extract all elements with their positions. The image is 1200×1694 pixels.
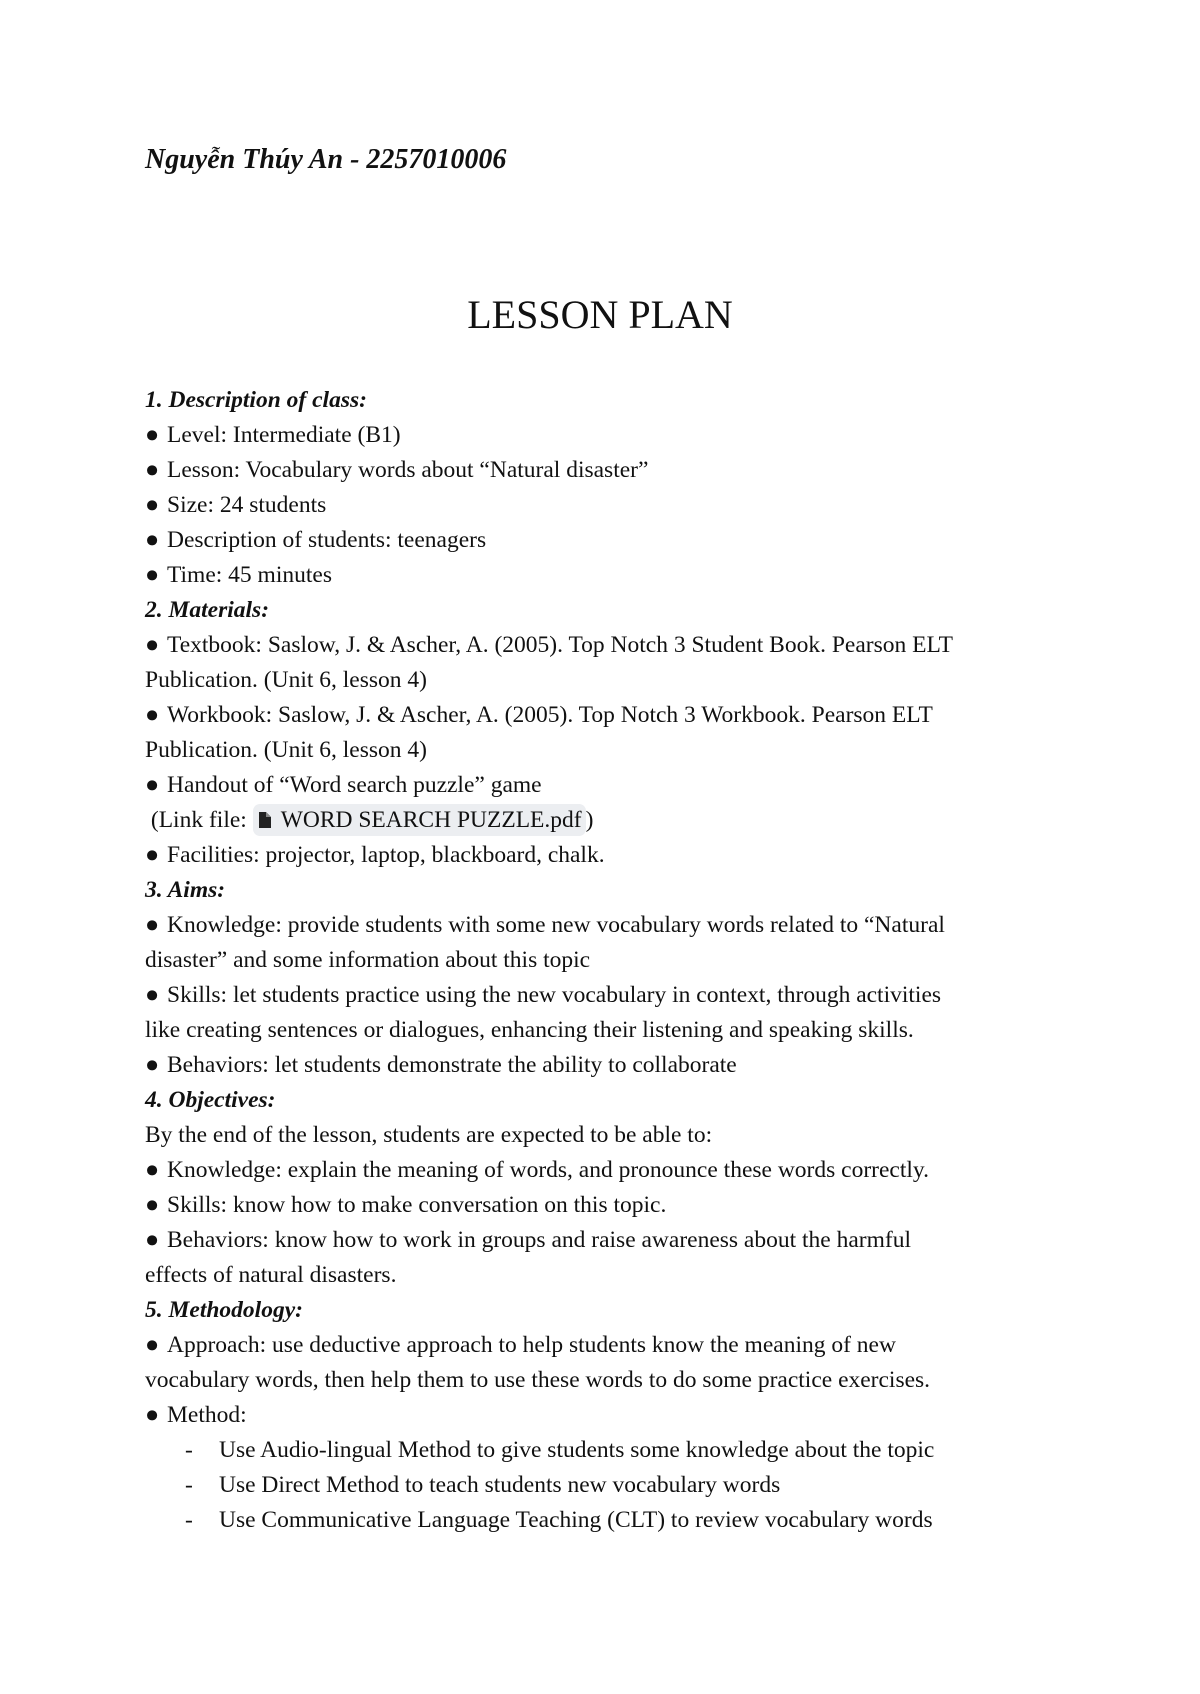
bullet-item: [145, 1223, 1065, 1258]
bullet-continuation: like creating sentences or dialogues, enhancing their listening and speaking skills.: [145, 1017, 914, 1043]
bullet-text: Textbook: Saslow, J. & Ascher, A. (2005). Top Notch 3 Student Book. Pearson ELT: [167, 632, 954, 658]
bullet-text: Knowledge: provide students with some new vocabulary words related to “Natural: [167, 912, 945, 938]
bullet-text: Facilities: projector, laptop, blackboard, chalk.: [167, 842, 605, 868]
bullet-text: Workbook: Saslow, J. & Ascher, A. (2005). Top Notch 3 Workbook. Pearson ELT: [167, 702, 933, 728]
author-line: Nguyễn Thúy An - 2257010006: [145, 144, 507, 175]
bullet-icon: ●: [145, 527, 160, 553]
bullet-icon: ●: [145, 1052, 160, 1078]
dash-text: Use Direct Method to teach students new vocabulary words: [219, 1472, 781, 1498]
bullet-item: [145, 908, 1065, 943]
bullet-item: [145, 453, 1065, 488]
bullet-text: Skills: let students practice using the new vocabulary in context, through activities: [167, 982, 942, 1008]
bullet-continuation: disaster” and some information about this topic: [145, 947, 591, 973]
section-heading-aims: 3. Aims:: [145, 877, 226, 903]
bullet-item: [145, 698, 1065, 733]
dash-item: [145, 1468, 1065, 1503]
bullet-text: Size: 24 students: [167, 492, 327, 518]
dash-text: Use Audio-lingual Method to give students some knowledge about the topic: [219, 1437, 935, 1463]
bullet-icon: ●: [145, 772, 160, 798]
bullet-text: Time: 45 minutes: [167, 562, 332, 588]
bullet-item: [145, 1188, 1065, 1223]
dash-item: [145, 1503, 1065, 1538]
bullet-icon: ●: [145, 842, 160, 868]
section-heading-methodology: 5. Methodology:: [145, 1297, 303, 1323]
bullet-text: Behaviors: let students demonstrate the ability to collaborate: [167, 1052, 737, 1078]
bullet-text: Method:: [167, 1402, 247, 1428]
bullet-continuation: vocabulary words, then help them to use these words to do some practice exercises.: [145, 1367, 931, 1393]
bullet-icon: ●: [145, 982, 160, 1008]
bullet-icon: ●: [145, 1157, 160, 1183]
bullet-item: [145, 628, 1065, 663]
bullet-text: Knowledge: explain the meaning of words, and pronounce these words correctly.: [167, 1157, 929, 1183]
dash-icon: -: [185, 1472, 193, 1498]
lesson-plan-body: [145, 383, 1065, 1538]
bullet-text: Behaviors: know how to work in groups and raise awareness about the harmful: [167, 1227, 911, 1253]
bullet-text: Lesson: Vocabulary words about “Natural disaster”: [167, 457, 649, 483]
bullet-icon: ●: [145, 492, 160, 518]
bullet-icon: ●: [145, 422, 160, 448]
bullet-item: [145, 1048, 1065, 1083]
bullet-icon: ●: [145, 702, 160, 728]
bullet-item: [145, 418, 1065, 453]
bullet-continuation: Publication. (Unit 6, lesson 4): [145, 737, 427, 763]
bullet-item: [145, 768, 1065, 803]
bullet-icon: ●: [145, 1402, 160, 1428]
bullet-text: Description of students: teenagers: [167, 527, 487, 553]
bullet-item: [145, 1153, 1065, 1188]
bullet-continuation: Publication. (Unit 6, lesson 4): [145, 667, 427, 693]
bullet-text: Skills: know how to make conversation on this topic.: [167, 1192, 667, 1218]
bullet-icon: ●: [145, 457, 160, 483]
bullet-icon: ●: [145, 1332, 160, 1358]
bullet-icon: ●: [145, 632, 160, 658]
bullet-item: [145, 523, 1065, 558]
bullet-text: Approach: use deductive approach to help students know the meaning of new: [167, 1332, 896, 1358]
dash-item: [145, 1433, 1065, 1468]
bullet-item: [145, 488, 1065, 523]
bullet-item: [145, 838, 1065, 873]
page-title: LESSON PLAN: [467, 292, 733, 337]
bullet-icon: ●: [145, 1192, 160, 1218]
bullet-icon: ●: [145, 562, 160, 588]
section-heading-description: 1. Description of class:: [145, 387, 367, 413]
bullet-text: Handout of “Word search puzzle” game: [167, 772, 542, 798]
dash-text: Use Communicative Language Teaching (CLT) to review vocabulary words: [219, 1507, 933, 1533]
objectives-intro: By the end of the lesson, students are expected to be able to:: [145, 1122, 713, 1148]
dash-icon: -: [185, 1437, 193, 1463]
section-heading-objectives: 4. Objectives:: [145, 1087, 276, 1113]
file-icon: [259, 812, 271, 828]
file-link-chip[interactable]: [253, 804, 586, 836]
bullet-text: Level: Intermediate (B1): [167, 422, 401, 448]
dash-icon: -: [185, 1507, 193, 1533]
link-prefix: (Link file:: [145, 807, 253, 833]
file-link-label: WORD SEARCH PUZZLE.pdf: [280, 807, 582, 833]
bullet-item: [145, 1398, 1065, 1433]
section-heading-materials: 2. Materials:: [145, 597, 270, 623]
bullet-icon: ●: [145, 1227, 160, 1253]
bullet-icon: ●: [145, 912, 160, 938]
bullet-item: [145, 1328, 1065, 1363]
bullet-item: [145, 558, 1065, 593]
link-suffix: ): [585, 807, 594, 833]
bullet-continuation: effects of natural disasters.: [145, 1262, 397, 1288]
bullet-item: [145, 978, 1065, 1013]
link-file-line: [145, 803, 1065, 838]
